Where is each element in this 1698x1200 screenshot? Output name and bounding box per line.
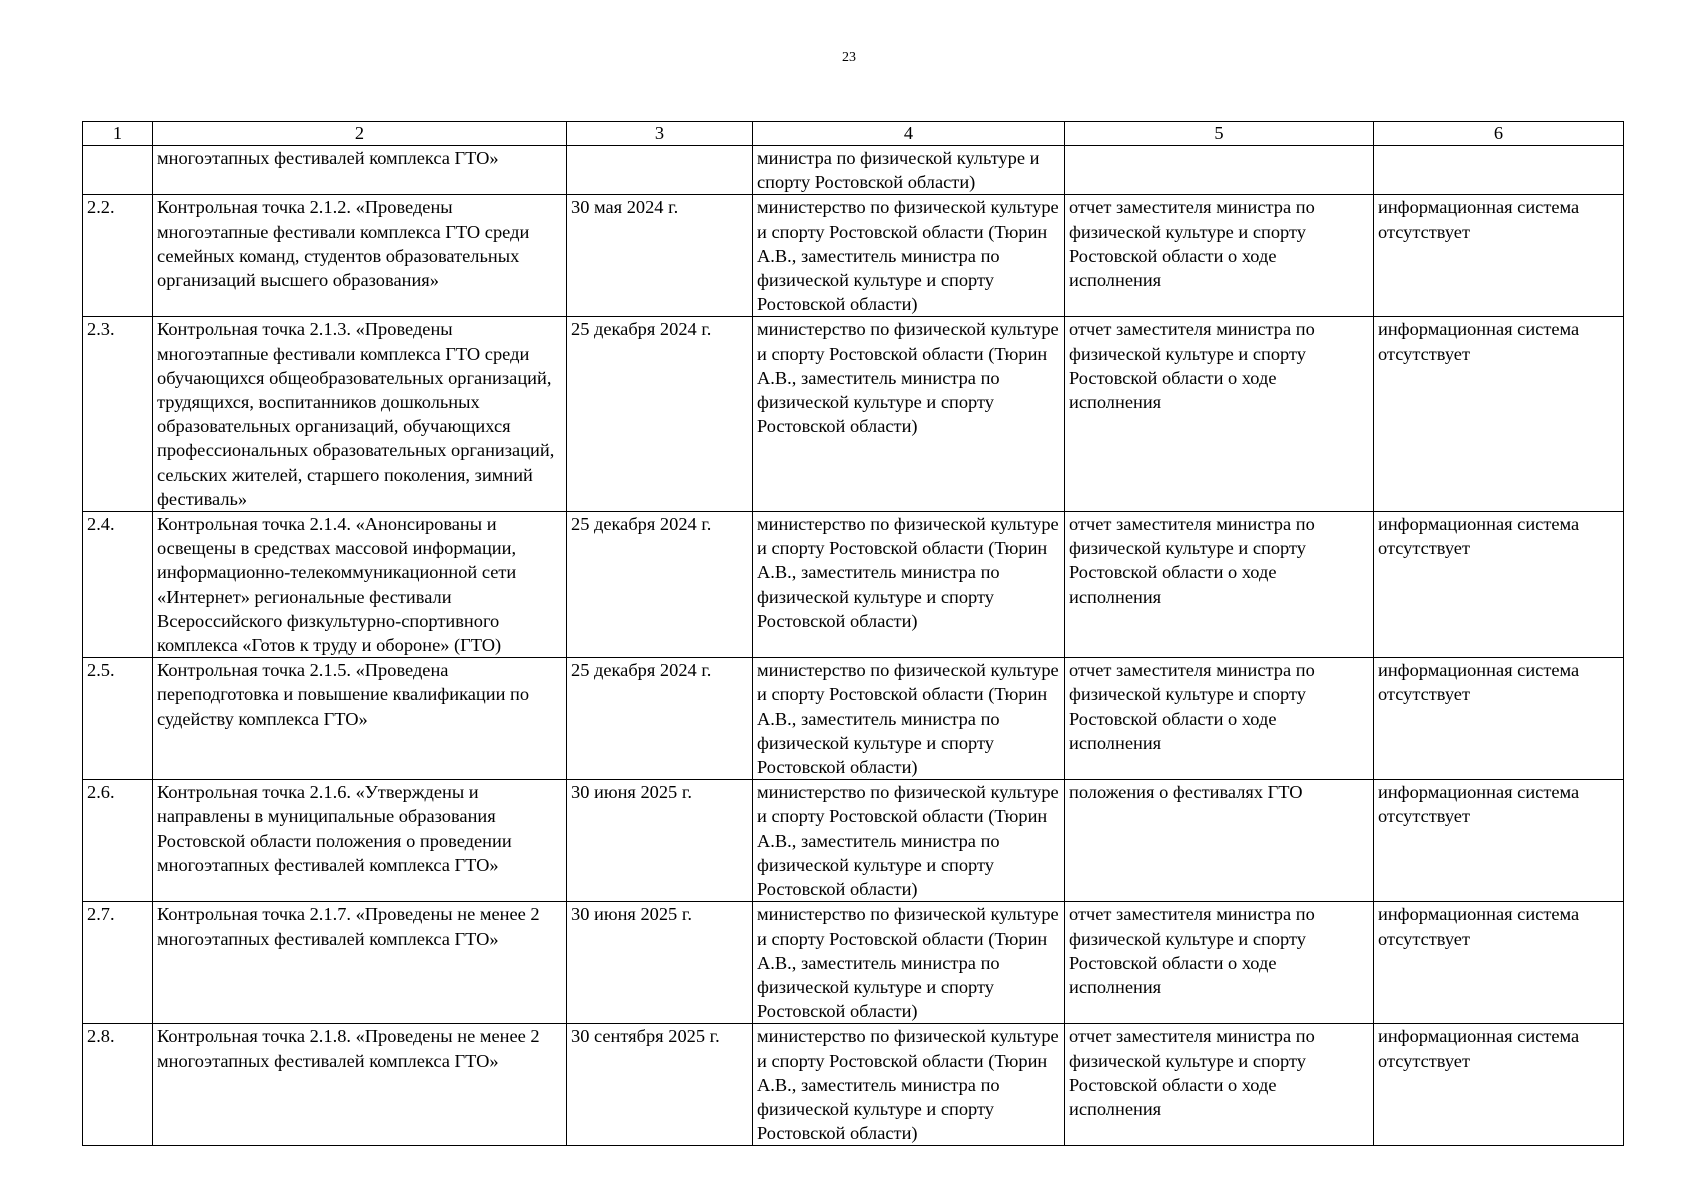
table-row [83,195,1624,317]
responsible-executor: министерство по физической культуре и спорту Ростовской области (Тюрин А.В., заместитель министра по физической культуре и спорту Ростовской области) [753,512,1065,658]
table-header [83,122,1624,146]
row-number: 2.4. [83,512,153,658]
information-system: информационная система отсутствует [1374,317,1624,512]
deadline-date: 30 мая 2024 г. [567,195,753,317]
row-number: 2.8. [83,1024,153,1146]
row-number: 2.2. [83,195,153,317]
confirming-document: отчет заместителя министра по физической культуре и спорту Ростовской области о ходе исполнения [1065,1024,1374,1146]
control-point-text: Контрольная точка 2.1.5. «Проведена переподготовка и повышение квалификации по судейству комплекса ГТО» [153,658,567,780]
row-number: 2.6. [83,780,153,902]
table-row [83,146,1624,195]
responsible-executor: министерство по физической культуре и спорту Ростовской области (Тюрин А.В., заместитель министра по физической культуре и спорту Ростовской области) [753,317,1065,512]
row-number [83,146,153,195]
responsible-executor: министра по физической культуре и спорту Ростовской области) [753,146,1065,195]
row-number: 2.3. [83,317,153,512]
confirming-document: отчет заместителя министра по физической культуре и спорту Ростовской области о ходе исполнения [1065,317,1374,512]
confirming-document [1065,146,1374,195]
table-row [83,1024,1624,1146]
control-point-text: многоэтапных фестивалей комплекса ГТО» [153,146,567,195]
page-number: 23 [842,50,856,65]
deadline-date [567,146,753,195]
column-header-4: 4 [753,122,1065,146]
deadline-date: 30 сентября 2025 г. [567,1024,753,1146]
confirming-document: отчет заместителя министра по физической культуре и спорту Ростовской области о ходе исполнения [1065,512,1374,658]
control-point-text: Контрольная точка 2.1.4. «Анонсированы и освещены в средствах массовой информации, информационно-телекоммуникационной сети «Интернет» региональные фестивали Всероссийского физкультурно-спортивного комплекса «Готов к труду и обороне» (ГТО) [153,512,567,658]
information-system: информационная система отсутствует [1374,658,1624,780]
control-point-text: Контрольная точка 2.1.8. «Проведены не менее 2 многоэтапных фестивалей комплекса ГТО» [153,1024,567,1146]
column-header-3: 3 [567,122,753,146]
confirming-document: отчет заместителя министра по физической культуре и спорту Ростовской области о ходе исполнения [1065,195,1374,317]
responsible-executor: министерство по физической культуре и спорту Ростовской области (Тюрин А.В., заместитель министра по физической культуре и спорту Ростовской области) [753,658,1065,780]
column-header-5: 5 [1065,122,1374,146]
table-row [83,512,1624,658]
information-system: информационная система отсутствует [1374,902,1624,1024]
information-system: информационная система отсутствует [1374,1024,1624,1146]
row-number: 2.5. [83,658,153,780]
table-row [83,780,1624,902]
row-number: 2.7. [83,902,153,1024]
responsible-executor: министерство по физической культуре и спорту Ростовской области (Тюрин А.В., заместитель министра по физической культуре и спорту Ростовской области) [753,780,1065,902]
information-system: информационная система отсутствует [1374,195,1624,317]
header-row [83,122,1624,146]
confirming-document: положения о фестивалях ГТО [1065,780,1374,902]
responsible-executor: министерство по физической культуре и спорту Ростовской области (Тюрин А.В., заместитель министра по физической культуре и спорту Ростовской области) [753,902,1065,1024]
deadline-date: 25 декабря 2024 г. [567,512,753,658]
table-body [83,146,1624,1146]
table-row [83,658,1624,780]
control-points-table [82,121,1624,1146]
information-system [1374,146,1624,195]
responsible-executor: министерство по физической культуре и спорту Ростовской области (Тюрин А.В., заместитель министра по физической культуре и спорту Ростовской области) [753,1024,1065,1146]
information-system: информационная система отсутствует [1374,780,1624,902]
control-point-text: Контрольная точка 2.1.7. «Проведены не менее 2 многоэтапных фестивалей комплекса ГТО» [153,902,567,1024]
information-system: информационная система отсутствует [1374,512,1624,658]
column-header-1: 1 [83,122,153,146]
deadline-date: 25 декабря 2024 г. [567,658,753,780]
column-header-2: 2 [153,122,567,146]
column-header-6: 6 [1374,122,1624,146]
control-point-text: Контрольная точка 2.1.6. «Утверждены и направлены в муниципальные образования Ростовской области положения о проведении многоэтапных фестивалей комплекса ГТО» [153,780,567,902]
confirming-document: отчет заместителя министра по физической культуре и спорту Ростовской области о ходе исполнения [1065,658,1374,780]
table-row [83,317,1624,512]
control-point-text: Контрольная точка 2.1.2. «Проведены многоэтапные фестивали комплекса ГТО среди семейных команд, студентов образовательных организаций высшего образования» [153,195,567,317]
confirming-document: отчет заместителя министра по физической культуре и спорту Ростовской области о ходе исполнения [1065,902,1374,1024]
deadline-date: 25 декабря 2024 г. [567,317,753,512]
control-point-text: Контрольная точка 2.1.3. «Проведены многоэтапные фестивали комплекса ГТО среди обучающихся общеобразовательных организаций, трудящихся, воспитанников дошкольных образовательных организаций, обучающихся профессиональных образовательных организаций, сельских жителей, старшего поколения, зимний фестиваль» [153,317,567,512]
deadline-date: 30 июня 2025 г. [567,902,753,1024]
responsible-executor: министерство по физической культуре и спорту Ростовской области (Тюрин А.В., заместитель министра по физической культуре и спорту Ростовской области) [753,195,1065,317]
deadline-date: 30 июня 2025 г. [567,780,753,902]
table-row [83,902,1624,1024]
